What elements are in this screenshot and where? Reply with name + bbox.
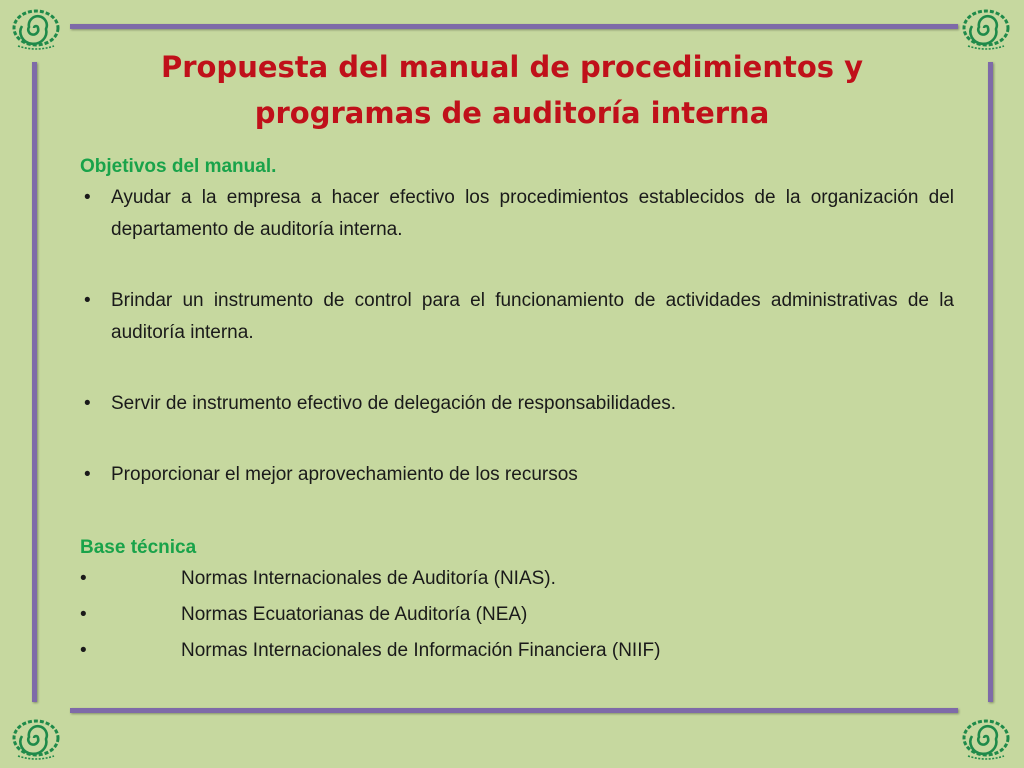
- spiral-logo-icon: [958, 6, 1014, 54]
- frame-bottom-border: [70, 708, 958, 713]
- list-item: [80, 182, 954, 246]
- objective-text: Servir de instrumento efectivo de delegación de responsabilidades.: [111, 393, 677, 414]
- list-item: [80, 599, 954, 631]
- base-text: Normas Ecuatorianas de Auditoría (NEA): [181, 604, 528, 625]
- bullet-icon: •: [84, 187, 91, 208]
- list-item: [80, 459, 954, 491]
- spiral-logo-icon: [958, 716, 1014, 764]
- bullet-icon: •: [84, 290, 91, 311]
- bullet-icon: •: [84, 393, 91, 414]
- spiral-logo-icon: [8, 6, 64, 54]
- objectives-list: [80, 182, 954, 491]
- list-item: [80, 635, 954, 667]
- list-item: [80, 388, 954, 420]
- slide-title-line-1: Propuesta del manual de procedimientos y: [160, 50, 864, 84]
- bullet-icon: •: [84, 464, 91, 485]
- list-item: [80, 563, 954, 595]
- objectives-heading: Objetivos del manual.: [80, 156, 277, 177]
- objective-text: Ayudar a la empresa a hacer efectivo los procedimientos establecidos de la organización del departamento de auditoría interna.: [111, 187, 954, 240]
- frame-right-border: [988, 62, 993, 702]
- slide-body: [80, 152, 954, 671]
- bullet-icon: •: [80, 568, 87, 589]
- bullet-icon: •: [80, 640, 87, 661]
- base-text: Normas Internacionales de Información Financiera (NIIF): [181, 640, 661, 661]
- base-text: Normas Internacionales de Auditoría (NIAS).: [181, 568, 556, 589]
- bullet-icon: •: [80, 604, 87, 625]
- list-item: [80, 285, 954, 349]
- spiral-logo-icon: [8, 716, 64, 764]
- frame-left-border: [32, 62, 37, 702]
- slide-title-line-2: programas de auditoría interna: [254, 96, 770, 130]
- objective-text: Brindar un instrumento de control para el funcionamiento de actividades administrativas de la auditoría interna.: [111, 290, 954, 343]
- slide-title: [100, 44, 924, 136]
- frame-top-border: [70, 24, 958, 29]
- base-heading: Base técnica: [80, 537, 197, 558]
- objective-text: Proporcionar el mejor aprovechamiento de los recursos: [111, 464, 578, 485]
- base-list: [80, 563, 954, 667]
